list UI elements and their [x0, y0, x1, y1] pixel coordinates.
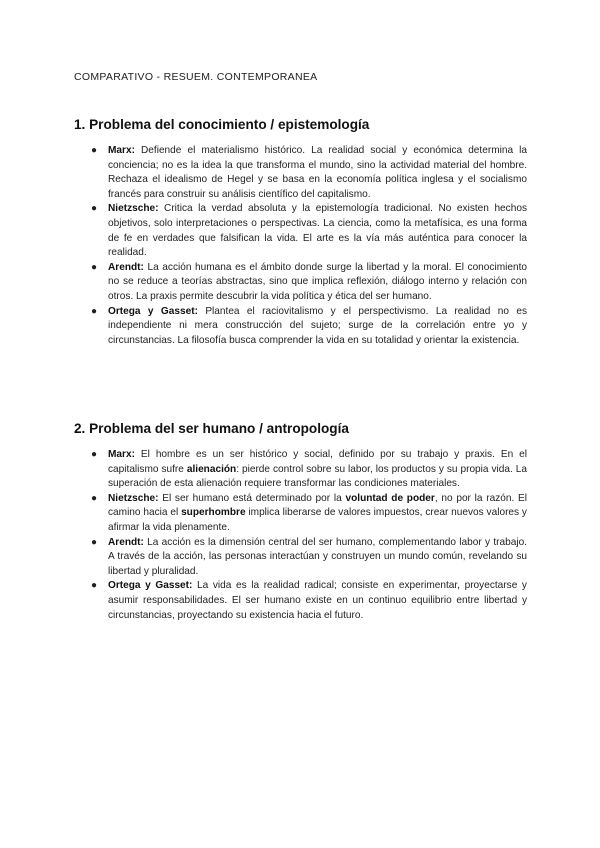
item-text: El ser humano está determinado por la — [158, 492, 346, 504]
philosopher-name: Nietzsche: — [108, 492, 159, 504]
list-item — [91, 492, 527, 536]
philosopher-name: Arendt: — [108, 261, 144, 273]
list-item — [91, 305, 527, 349]
section-title-epistemologia: 1. Problema del conocimiento / epistemología — [74, 117, 370, 132]
item-text: El hombre es un ser histórico y social, definido por su trabajo y praxis. En el capitalismo sufre — [108, 449, 527, 475]
key-term: voluntad de poder — [345, 492, 435, 504]
bullet-icon: ● — [91, 145, 98, 156]
bullet-icon: ● — [91, 492, 98, 504]
list-item — [91, 202, 527, 260]
list-item — [91, 261, 527, 305]
philosopher-name: Marx: — [108, 449, 135, 460]
section-title-antropologia: 2. Problema del ser humano / antropología — [74, 421, 349, 436]
document-header: COMPARATIVO - RESUEM. CONTEMPORANEA — [74, 71, 318, 83]
key-term: alienación — [186, 463, 237, 475]
item-text: La vida es la realidad radical; consiste en experimentar, proyectarse y asumir responsabilidades. El ser humano existe en un continuo equilibrio entre libertad y circunstancias, proyectando su existencia hacia el futuro. — [108, 580, 527, 621]
philosopher-name: Marx: — [108, 145, 135, 156]
philosopher-name: Ortega y Gasset: — [108, 305, 198, 317]
philosopher-name: Arendt: — [108, 536, 144, 548]
item-text: : pierde control sobre su labor, los productos y su propia vida. La superación de esta alienación requiere transformar las condiciones materiales. — [108, 463, 527, 490]
item-text: implica liberarse de valores impuestos, crear nuevos valores y afirmar la vida plenamente. — [108, 507, 527, 533]
bullet-icon: ● — [91, 305, 98, 317]
philosopher-name: Nietzsche: — [108, 203, 159, 215]
list-item — [91, 536, 527, 580]
bullet-icon: ● — [91, 580, 98, 592]
item-text: , no por la razón. El camino hacia el — [108, 492, 528, 519]
item-text: Plantea el raciovitalismo y el perspectivismo. La realidad no es independiente ni mera construcción del sujeto; surge de la correlación entre yo y circunstancias. La filosofía busca comprender la vida en su totalidad y orientar la existencia. — [108, 305, 527, 346]
list-item — [91, 144, 527, 202]
list-item — [91, 448, 527, 492]
section-list-antropologia — [91, 448, 527, 623]
item-text: La acción es la dimensión central del ser humano, complementando labor y trabajo. A través de la acción, las personas interactúan y construyen un mundo común, revelando su libertad y pluralidad. — [108, 536, 527, 577]
list-item — [91, 579, 527, 623]
item-text: Critica la verdad absoluta y la epistemología tradicional. No existen hechos objetivos, solo interpretaciones o perspectivas. La ciencia, como la metafísica, es una forma de fe en verdades que falsifican la vida. El arte es la vía más auténtica para conocer la realidad. — [108, 203, 527, 259]
item-text: La acción humana es el ámbito donde surge la libertad y la moral. El conocimiento no se reduce a teorías abstractas, sino que implica reflexión, diálogo interno y relación con otros. La praxis permite descubrir la vida política y ética del ser humano. — [108, 261, 527, 302]
bullet-icon: ● — [91, 203, 98, 215]
section-list-epistemologia — [91, 144, 527, 348]
bullet-icon: ● — [91, 261, 98, 273]
bullet-icon: ● — [91, 449, 98, 460]
item-text: Defiende el materialismo histórico. La realidad social y económica determina la conciencia; no es la idea la que transforma el mundo, sino la actividad material del hombre. Rechaza el idealismo de Hegel y se basa en la economía política inglesa y el socialismo francés para construir su análisis científico del capitalismo. — [108, 145, 527, 200]
philosopher-name: Ortega y Gasset: — [108, 580, 193, 592]
bullet-icon: ● — [91, 536, 98, 548]
key-term: superhombre — [181, 507, 246, 519]
